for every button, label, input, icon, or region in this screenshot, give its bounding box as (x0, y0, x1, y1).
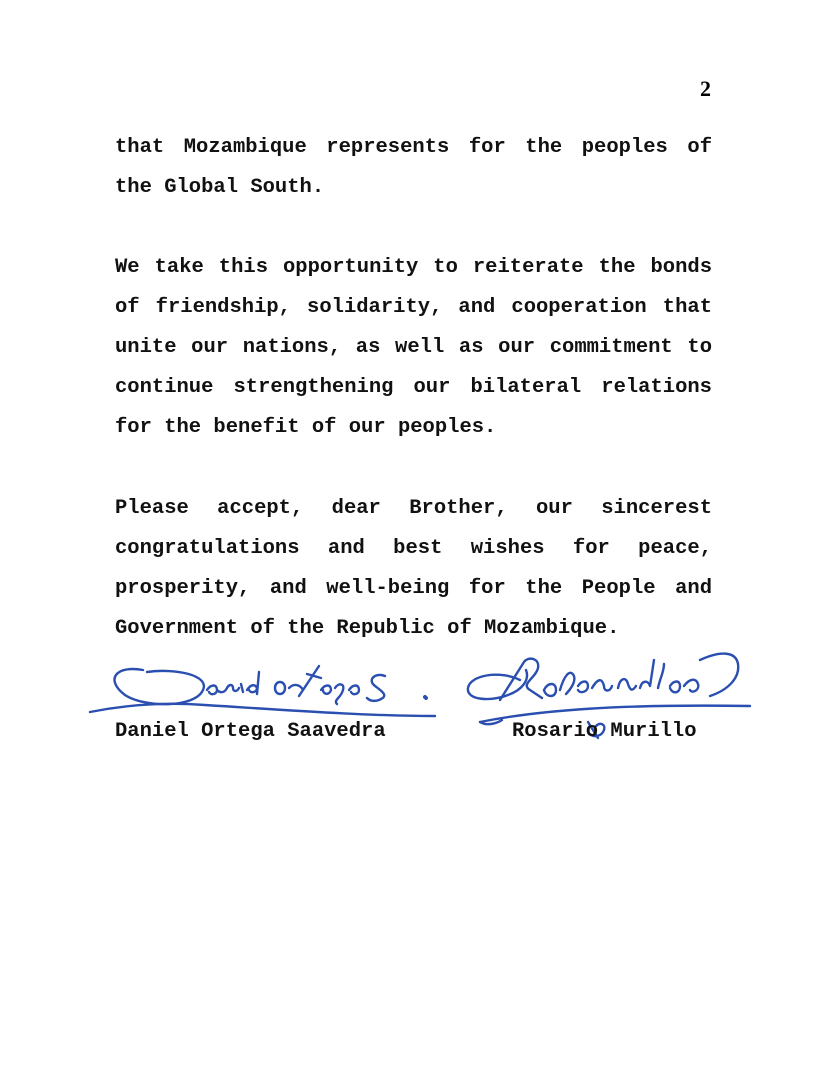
signature-daniel-ortega (85, 650, 445, 730)
paragraph-line: unite our nations, as well as our commitment to (115, 336, 712, 359)
paragraph-line: We take this opportunity to reiterate the bonds (115, 256, 712, 279)
paragraph-line: that Mozambique represents for the peoples of (115, 136, 712, 159)
paragraph-1 (115, 128, 712, 208)
paragraph-3 (115, 489, 712, 649)
paragraph-line: for the benefit of our peoples. (115, 416, 497, 439)
paragraph-line: Government of the Republic of Mozambique. (115, 617, 620, 640)
paragraph-line: of friendship, solidarity, and cooperation that (115, 296, 712, 319)
paragraph-line: continue strengthening our bilateral relations (115, 376, 712, 399)
signatory-name: Daniel Ortega Saavedra (115, 720, 386, 743)
paragraph-line: Please accept, dear Brother, our sincerest (115, 497, 712, 520)
paragraph-line: the Global South. (115, 176, 325, 199)
page-number: 2 (700, 76, 711, 101)
paragraph-2 (115, 248, 712, 448)
paragraph-line: congratulations and best wishes for peace, (115, 537, 712, 560)
signatory-name: Rosario Murillo (512, 720, 697, 743)
paragraph-line: prosperity, and well-being for the People and (115, 577, 712, 600)
